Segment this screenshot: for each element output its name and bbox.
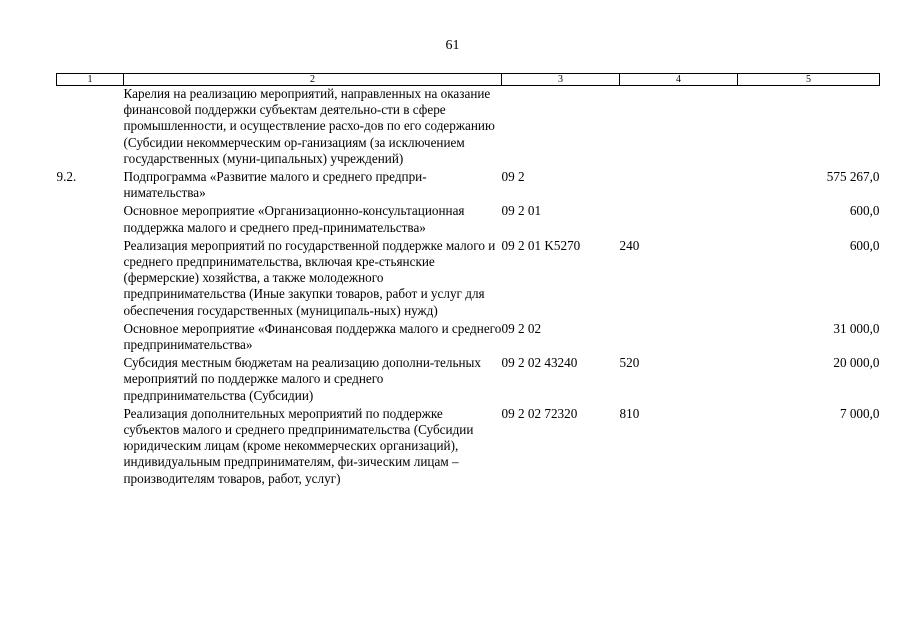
row-number <box>57 86 124 170</box>
row-expense-type: 810 <box>619 405 640 421</box>
row-sum: 600,0 <box>849 203 880 219</box>
budget-table <box>56 73 880 489</box>
table-row <box>57 169 880 203</box>
row-number <box>57 355 124 406</box>
row-code: 09 2 <box>501 169 525 185</box>
row-code: 09 2 02 <box>501 320 542 336</box>
row-number <box>57 203 124 237</box>
row-name: Реализация мероприятий по государственной поддержке малого и среднего предпринимательства, включая кре-стьянские (фермерские) хозяйства, а также молодежного предпринимательства (Иные закупки товаров, работ и услуг для обеспечения государственных (муниципаль-ных) нужд) <box>123 237 496 318</box>
row-name: Основное мероприятие «Финансовая поддержка малого и среднего предпринимательства» <box>123 320 502 353</box>
row-sum: 600,0 <box>849 237 880 253</box>
row-code: 09 2 01 <box>501 203 542 219</box>
column-header-2: 2 <box>124 74 502 86</box>
column-header-1: 1 <box>57 74 124 86</box>
row-sum <box>738 86 880 170</box>
page-number: 61 <box>445 38 460 53</box>
row-number <box>57 321 124 355</box>
table-row <box>57 355 880 406</box>
column-header-4: 4 <box>620 74 738 86</box>
row-code: 09 2 02 43240 <box>501 355 578 371</box>
row-sum: 31 000,0 <box>833 320 880 336</box>
table-row <box>57 86 880 170</box>
row-expense-type: 520 <box>619 355 640 371</box>
row-number <box>57 406 124 489</box>
row-expense-type <box>620 321 738 355</box>
row-sum: 7 000,0 <box>839 405 880 421</box>
row-name: Основное мероприятие «Организационно-консультационная поддержка малого и среднего пред-принимательства» <box>123 203 465 235</box>
row-number: 9.2. <box>56 169 77 185</box>
table-row <box>57 406 880 489</box>
row-expense-type <box>620 203 738 237</box>
column-number-header <box>57 74 880 86</box>
table-row <box>57 321 880 355</box>
row-expense-type <box>620 169 738 203</box>
row-sum: 575 267,0 <box>826 169 880 185</box>
row-name: Карелия на реализацию мероприятий, направленных на оказание финансовой поддержки субъектам деятельно-сти в сфере промышленности, и осуществление расхо-дов по его содержанию (Субсидии некоммерческим ор-ганизациям (за исключением государственных (муни-ципальных) учреждений) <box>123 86 495 166</box>
row-name: Субсидия местным бюджетам на реализацию дополни-тельных мероприятий по поддержке малого и среднего предпринимательства (Субсидии) <box>123 355 481 403</box>
column-header-5: 5 <box>738 74 880 86</box>
row-name: Подпрограмма «Развитие малого и среднего предпри-нимательства» <box>123 169 427 201</box>
row-expense-type: 240 <box>619 237 640 253</box>
row-code: 09 2 01 K5270 <box>501 237 581 253</box>
column-header-3: 3 <box>502 74 620 86</box>
row-code: 09 2 02 72320 <box>501 405 578 421</box>
row-number <box>57 238 124 321</box>
table-row <box>57 238 880 321</box>
row-expense-type <box>620 86 738 170</box>
row-sum: 20 000,0 <box>833 355 880 371</box>
table-row <box>57 203 880 237</box>
row-name: Реализация дополнительных мероприятий по поддержке субъектов малого и среднего предпринимательства (Субсидии юридическим лицам (кроме некоммерческих организаций), индивидуальным предпринимателям, фи-зическим лицам – производителям товаров, работ, услуг) <box>123 405 474 486</box>
row-code <box>502 86 620 170</box>
